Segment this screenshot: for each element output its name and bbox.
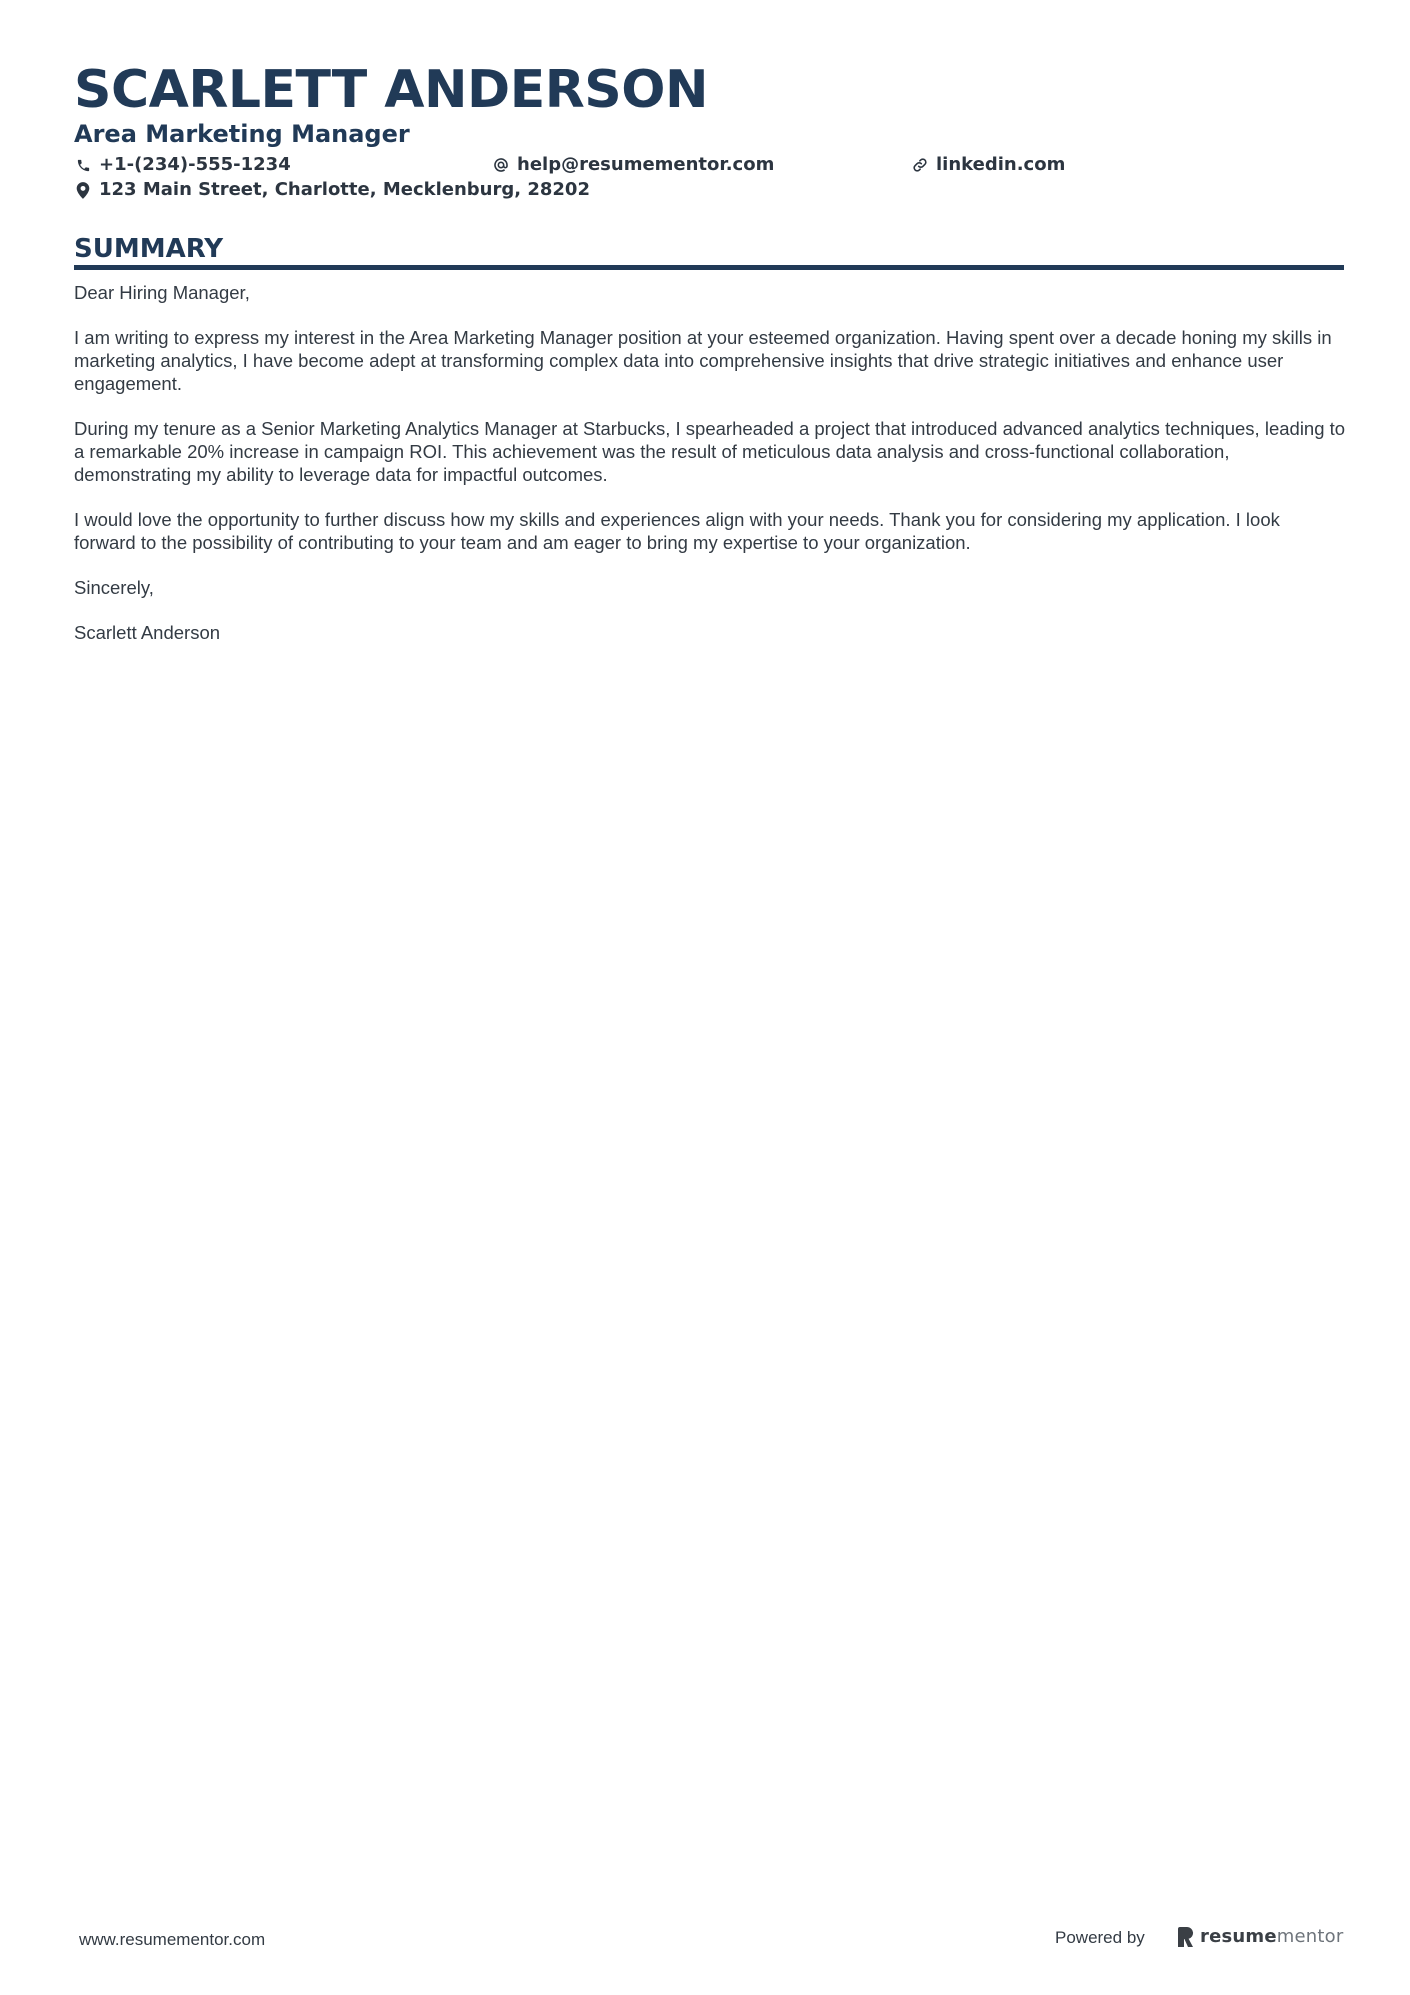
powered-by-label: Powered by bbox=[1055, 1928, 1145, 1947]
brand-logo[interactable] bbox=[1178, 1926, 1343, 1947]
footer-website-link[interactable]: www.resumementor.com bbox=[79, 1930, 266, 1949]
candidate-name: SCARLETT ANDERSON bbox=[74, 60, 708, 120]
address-text: 123 Main Street, Charlotte, Mecklenburg, 28202 bbox=[99, 179, 590, 200]
letter-paragraph: I would love the opportunity to further discuss how my skills and experiences align with your needs. Thank you for considering my application. I look forward to the possibility of contributing to your team and am eager to bring my expertise to your organization. bbox=[74, 509, 1280, 553]
letter-paragraph: During my tenure as a Senior Marketing Analytics Manager at Starbucks, I spearheaded a project that introduced advanced analytics techniques, leading to a remarkable 20% increase in campaign ROI. This achievement was the result of meticulous data analysis and cross-functional collaboration, demonstrating my ability to leverage data for impactful outcomes. bbox=[74, 418, 1346, 485]
contact-linkedin bbox=[911, 153, 1065, 177]
contact-phone bbox=[74, 153, 291, 177]
linkedin-text: linkedin.com bbox=[936, 154, 1066, 175]
location-pin-icon bbox=[74, 181, 92, 199]
letter-body bbox=[74, 281, 1346, 666]
contact-email bbox=[492, 153, 774, 177]
job-title: Area Marketing Manager bbox=[74, 120, 410, 148]
letter-paragraph: I am writing to express my interest in the Area Marketing Manager position at your esteemed organization. Having spent over a decade honing my skills in marketing analytics, I have become adept at transforming complex data into comprehensive insights that drive strategic initiatives and enhance user engagement. bbox=[74, 327, 1332, 394]
phone-icon bbox=[74, 156, 92, 174]
signature: Scarlett Anderson bbox=[74, 622, 221, 643]
brand-logo-icon bbox=[1178, 1927, 1194, 1947]
contact-address bbox=[74, 178, 590, 202]
section-divider bbox=[74, 265, 1344, 270]
link-icon bbox=[911, 156, 929, 174]
at-icon bbox=[492, 156, 510, 174]
salutation: Dear Hiring Manager, bbox=[74, 282, 250, 303]
email-text: help@resumementor.com bbox=[517, 154, 775, 175]
section-heading-summary: SUMMARY bbox=[74, 234, 224, 264]
brand-wordmark: resumementor bbox=[1200, 1926, 1344, 1947]
phone-text: +1-(234)-555-1234 bbox=[99, 154, 291, 175]
closing: Sincerely, bbox=[74, 577, 154, 598]
